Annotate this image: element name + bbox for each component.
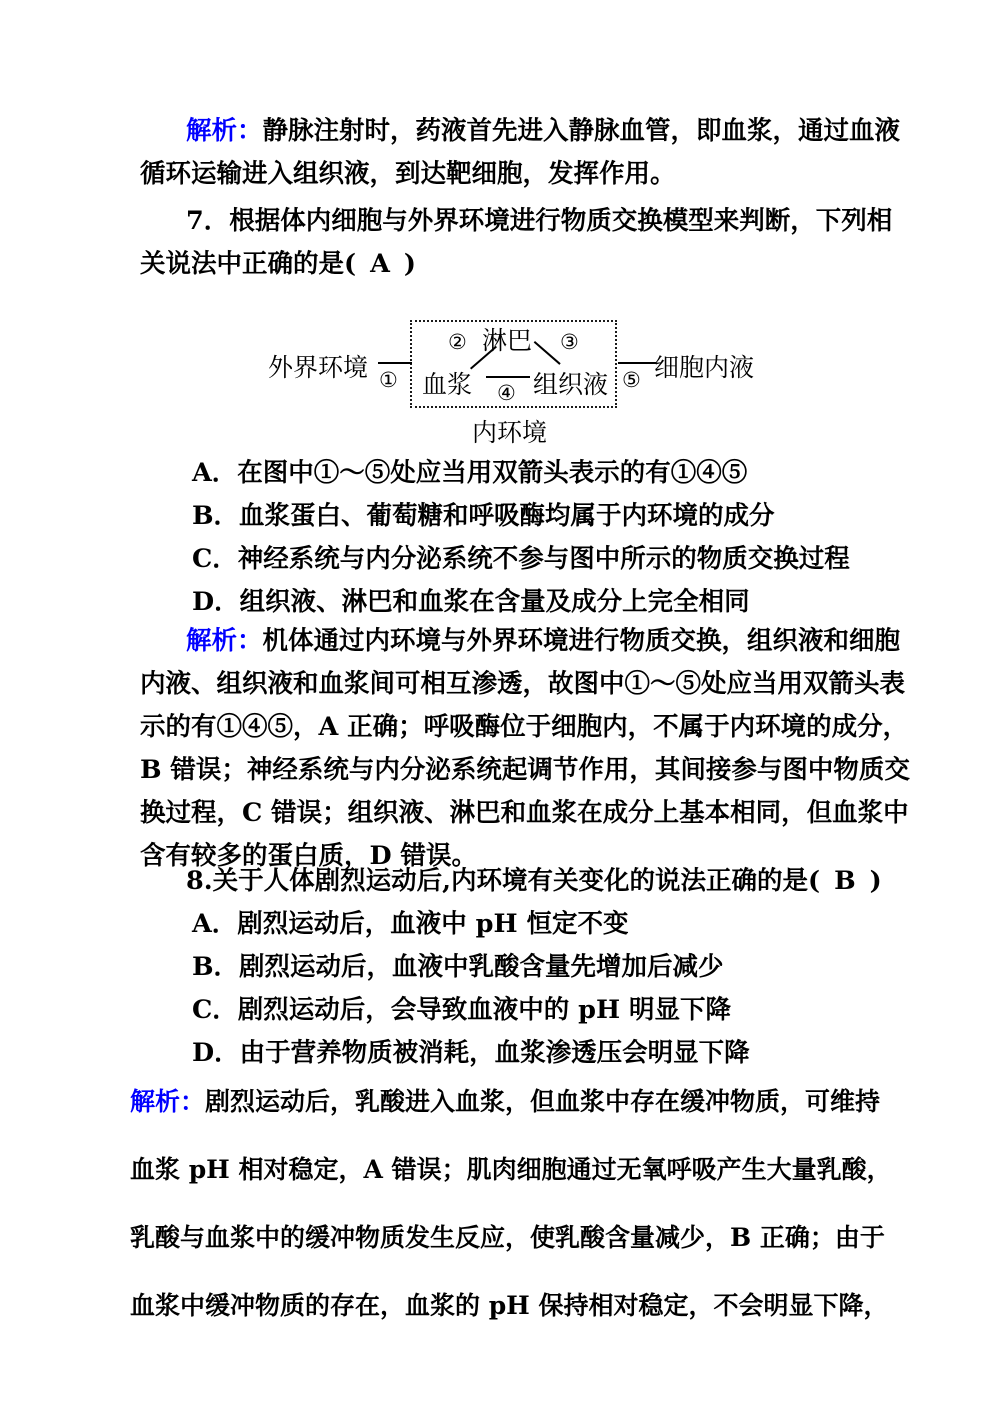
diagram-marker-3: ③ xyxy=(560,330,579,354)
q7-stem-line-2 xyxy=(140,243,865,286)
q8-option-a[interactable]: A．剧烈运动后，血液中 pH 恒定不变 xyxy=(192,909,629,939)
q6-explanation-line-2: 循环运输进入组织液，到达靶细胞，发挥作用。 xyxy=(140,159,676,189)
diagram-marker-5: ⑤ xyxy=(622,368,641,392)
q8-option-c[interactable]: C．剧烈运动后，会导致血液中的 pH 明显下降 xyxy=(192,995,731,1025)
q7-explanation-text-1: 机体通过内环境与外界环境进行物质交换，组织液和细胞 xyxy=(262,626,901,656)
diagram-marker-4: ④ xyxy=(497,381,516,405)
diagram-marker-1: ① xyxy=(379,368,398,392)
diagram-label-external-environment: 外界环境 xyxy=(268,353,369,382)
explanation-label: 解析： xyxy=(186,626,263,656)
diagram-marker-2: ② xyxy=(448,330,467,354)
q6-explanation-text-1: 静脉注射时，药液首先进入静脉血管，即血浆，通过血液 xyxy=(262,116,901,146)
q7-number: 7． xyxy=(186,206,230,236)
q7-paren-close: ) xyxy=(403,249,416,279)
q8-explanation-line-3: 乳酸与血浆中的缓冲物质发生反应，使乳酸含量减少，B 正确；由于 xyxy=(130,1223,885,1252)
q7-explanation-line-1 xyxy=(140,620,901,663)
q8-explanation-line-1 xyxy=(130,1068,881,1136)
q7-explanation-line-4: B 错误；神经系统与内分泌系统起调节作用，其间接参与图中物质交 xyxy=(140,755,910,785)
explanation-label: 解析： xyxy=(186,116,263,146)
q7-stem-line-1 xyxy=(140,200,893,243)
q7-stem-text-1: 根据体内细胞与外界环境进行物质交换模型来判断，下列相 xyxy=(229,206,893,236)
q8-explanation-line-2: 血浆 pH 相对稳定，A 错误；肌肉细胞通过无氧呼吸产生大量乳酸， xyxy=(130,1155,892,1184)
q8-stem-text: 关于人体剧烈运动后,内环境有关变化的说法正确的是( xyxy=(212,866,821,896)
q7-explanation-line-6: 含有较多的蛋白质，D 错误。 xyxy=(140,841,477,871)
q8-number: 8. xyxy=(186,866,213,896)
q7-option-c[interactable]: C．神经系统与内分泌系统不参与图中所示的物质交换过程 xyxy=(192,544,850,574)
q8-explanation-line-4: 血浆中缓冲物质的存在，血浆的 pH 保持相对稳定，不会明显下降， xyxy=(130,1291,889,1320)
q7-option-d[interactable]: D．组织液、淋巴和血浆在含量及成分上完全相同 xyxy=(192,587,750,617)
diagram-connector-1 xyxy=(378,362,412,364)
q7-option-a[interactable]: A．在图中①～⑤处应当用双箭头表示的有①④⑤ xyxy=(192,458,748,488)
q6-explanation-line-1 xyxy=(140,110,901,153)
q8-stem-line xyxy=(140,860,882,903)
q7-options-block xyxy=(140,452,865,624)
q7-explanation-block xyxy=(140,620,910,878)
q7-explanation-line-3: 示的有①④⑤，A 正确；呼吸酶位于细胞内，不属于内环境的成分， xyxy=(140,712,909,742)
q8-options-block xyxy=(140,903,865,1075)
q7-answer: A xyxy=(370,249,390,279)
q7-explanation-line-5: 换过程，C 错误；组织液、淋巴和血浆在成分上基本相同，但血浆中 xyxy=(140,798,909,828)
q8-option-b[interactable]: B．剧烈运动后，血液中乳酸含量先增加后减少 xyxy=(192,952,724,982)
internal-environment-diagram xyxy=(250,318,770,453)
explanation-label: 解析： xyxy=(130,1087,206,1116)
q6-explanation-block xyxy=(140,110,901,196)
diagram-connector-5 xyxy=(618,362,656,364)
diagram-label-plasma: 血浆 xyxy=(422,370,473,399)
q7-explanation-line-2: 内液、组织液和血浆间可相互渗透，故图中①～⑤处应当用双箭头表 xyxy=(140,669,906,699)
diagram-label-intracellular-fluid: 细胞内液 xyxy=(654,353,755,382)
diagram-label-lymph: 淋巴 xyxy=(482,326,533,355)
diagram-label-tissue-fluid: 组织液 xyxy=(533,370,609,399)
diagram-connector-4 xyxy=(486,376,530,378)
q8-answer: B xyxy=(834,866,856,896)
q7-stem-block xyxy=(140,200,893,286)
q8-option-d[interactable]: D．由于营养物质被消耗，血浆渗透压会明显下降 xyxy=(192,1038,750,1068)
q7-option-b[interactable]: B．血浆蛋白、葡萄糖和呼吸酶均属于内环境的成分 xyxy=(192,501,775,531)
q8-explanation-text-1: 剧烈运动后，乳酸进入血浆，但血浆中存在缓冲物质，可维持 xyxy=(205,1087,881,1116)
q8-explanation-block xyxy=(130,1068,892,1340)
diagram-label-internal-environment: 内环境 xyxy=(472,418,548,447)
q8-stem-block xyxy=(140,860,882,903)
q8-paren-close: ) xyxy=(869,866,882,896)
q7-stem-text-2: 关说法中正确的是( xyxy=(140,249,357,279)
